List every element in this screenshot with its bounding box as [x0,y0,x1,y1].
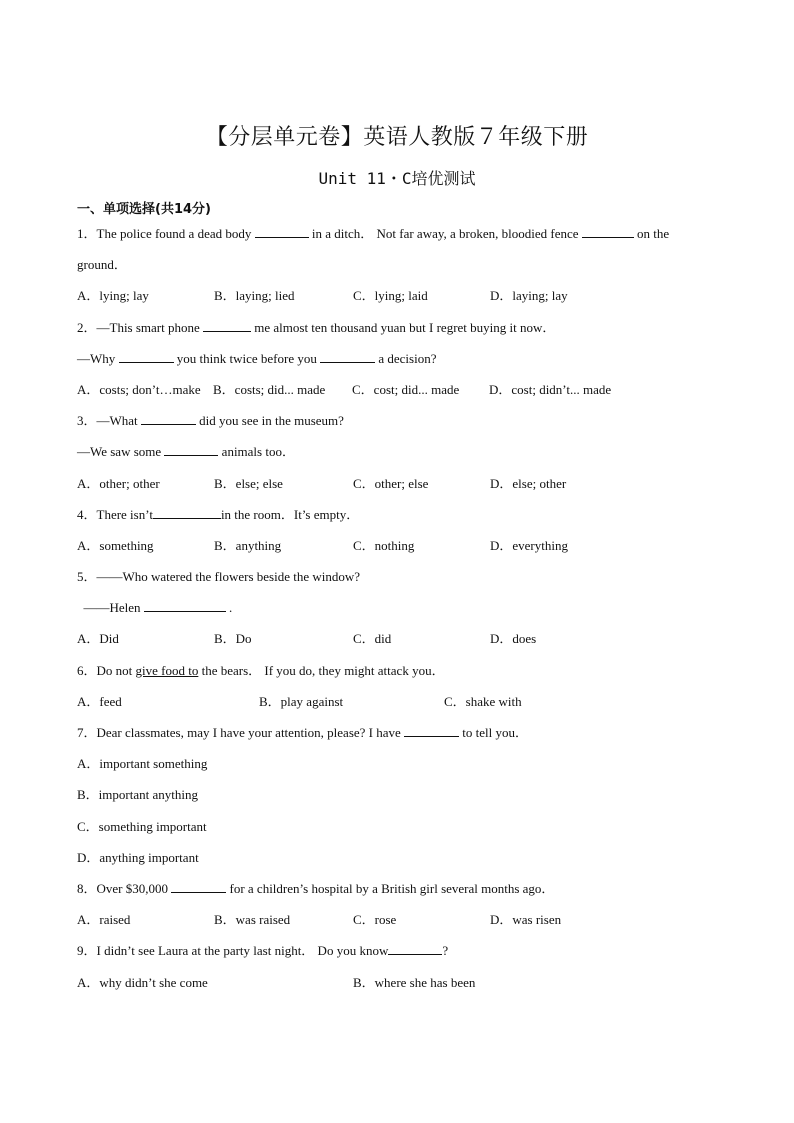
option-c[interactable]: C．lying; laid [353,288,428,304]
option-a[interactable]: A．something [77,537,154,553]
answer-blank [320,350,375,363]
question-text: a decision? [378,350,437,366]
option-c[interactable]: C．did [353,631,392,647]
option-b[interactable]: B．important anything [77,787,198,803]
question-9-line-1 [77,935,722,966]
answer-blank [119,350,174,363]
underlined-phrase: give food to [135,662,199,678]
option-a[interactable]: A．raised [77,912,131,928]
option-d[interactable]: D．was risen [490,912,562,928]
option-c[interactable]: C．shake with [444,693,522,709]
question-7-line-1 [77,717,722,748]
question-5-line-2 [77,592,722,623]
question-1-line-1 [77,218,722,249]
answer-blank [171,880,226,893]
answer-blank [153,506,221,519]
section-heading: 一、单项选择(共14分) [77,202,211,217]
question-1-line-2: ground． [77,257,127,273]
page-subtitle: Unit 11・C培优测试 [318,169,476,188]
option-d[interactable]: D．else; other [490,475,567,491]
question-list [77,218,722,998]
question-text: animals too． [221,444,295,460]
question-text: in a ditch． Not far away, a broken, bloodied fence [311,226,579,241]
question-text: me almost ten thousand yuan but I regret buying it now． [254,319,556,335]
question-text: ? [442,943,449,959]
question-text: in the room．It’s empty． [220,506,360,522]
question-text: to tell you． [462,725,529,740]
option-a[interactable]: A．costs; don’t…make [77,381,201,397]
question-6-options [77,686,722,717]
question-text: did you see in the museum? [199,413,344,429]
answer-blank [388,942,442,955]
option-c[interactable]: C．other; else [353,475,429,491]
question-text: . [229,600,233,616]
answer-blank [582,225,634,238]
question-2-options [77,374,722,405]
answer-blank [255,225,309,238]
question-2-line-1 [77,312,722,343]
option-c[interactable]: C．nothing [353,537,415,553]
question-text: 7．Dear classmates, may I have your attention, please? I have [77,725,401,740]
question-8-options [77,904,722,935]
option-d[interactable]: D．laying; lay [490,288,568,304]
question-text: 1．The police found a dead body [77,226,252,241]
option-d[interactable]: D．anything important [77,849,199,865]
question-text: —Why [77,350,116,366]
question-4-line-1 [77,499,722,530]
question-3-options [77,468,722,499]
question-text: 8．Over $30,000 [77,880,168,896]
option-d[interactable]: D．everything [490,537,568,553]
answer-blank [203,319,251,332]
option-a[interactable]: A．other; other [77,475,160,491]
question-5-options [77,623,722,654]
option-a[interactable]: A．why didn’t she come [77,974,208,990]
option-d[interactable]: D．does [490,631,537,647]
option-b[interactable]: B．anything [214,537,282,553]
question-9-options [77,967,722,998]
question-text: for a children’s hospital by a British girl several months ago． [229,880,555,896]
answer-blank [144,599,226,612]
question-text: 4．There isn’t [77,506,153,522]
option-c[interactable]: C．rose [353,912,397,928]
option-c[interactable]: C．something important [77,818,207,834]
question-2-line-2 [77,343,722,374]
question-text: 2．—This smart phone [77,319,200,335]
option-b[interactable]: B．where she has been [353,974,476,990]
question-text: ——Helen [83,600,141,616]
question-6-line-1 [77,655,722,686]
option-b[interactable]: B．costs; did... made [213,381,326,397]
answer-blank [404,724,459,737]
question-text: you think twice before you [176,350,317,366]
question-1-options [77,280,722,311]
option-c[interactable]: C．cost; did... made [352,381,460,397]
answer-blank [141,412,196,425]
option-b[interactable]: B．laying; lied [214,288,295,304]
option-a[interactable]: A．Did [77,631,119,647]
option-b[interactable]: B．was raised [214,912,291,928]
question-text: 6．Do not [77,662,136,678]
option-b[interactable]: B．Do [214,631,252,647]
page-title: 【分层单元卷】英语人教版７年级下册 [205,125,589,150]
question-text: 3．—What [77,413,138,429]
option-b[interactable]: B．play against [259,693,344,709]
question-5-line-1: 5．——Who watered the flowers beside the window? [77,569,361,585]
question-3-line-2 [77,436,722,467]
question-4-options [77,530,722,561]
option-a[interactable]: A．lying; lay [77,288,149,304]
question-text: —We saw some [77,444,162,460]
question-8-line-1 [77,873,722,904]
answer-blank [164,443,218,456]
question-text: 9．I didn’t see Laura at the party last night． Do you know [77,943,389,959]
question-3-line-1 [77,405,722,436]
option-a[interactable]: A．feed [77,693,122,709]
option-a[interactable]: A．important something [77,756,208,772]
option-b[interactable]: B．else; else [214,475,283,491]
option-d[interactable]: D．cost; didn’t... made [489,381,612,397]
question-text: on the [637,226,670,241]
question-text: the bears． If you do, they might attack you． [198,662,445,678]
